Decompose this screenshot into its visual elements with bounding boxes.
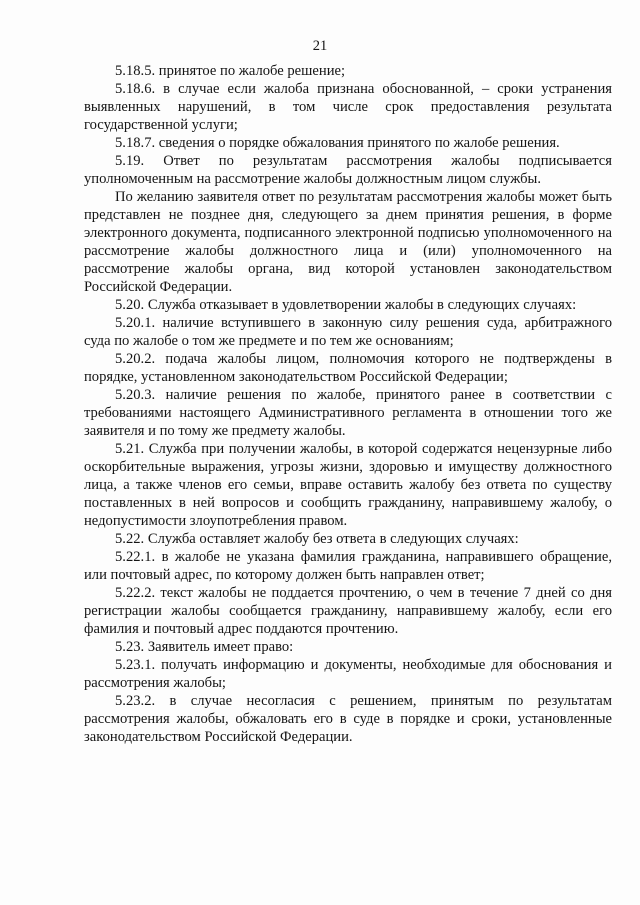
page-number: 21 bbox=[312, 38, 328, 54]
paragraph-5-20-2: 5.20.2. подача жалобы лицом, полномочия которого не подтверждены в порядке, установленном законодательством Российской Федерации; bbox=[84, 351, 612, 385]
paragraph-5-23: 5.23. Заявитель имеет право: bbox=[115, 639, 294, 655]
paragraph-5-22-1: 5.22.1. в жалобе не указана фамилия гражданина, направившего обращение, или почтовый адрес, по которому должен быть направлен ответ; bbox=[84, 549, 612, 583]
paragraph-5-18-7: 5.18.7. сведения о порядке обжалования принятого по жалобе решения. bbox=[115, 135, 560, 151]
document-body bbox=[84, 62, 612, 746]
paragraph-electronic-response: По желанию заявителя ответ по результатам рассмотрения жалобы может быть представлен не позднее дня, следующего за днем принятия решения, в форме электронного документа, подписанного электронной подписью уполномоченного на рассмотрение жалобы должностного лица и (или) уполномоченного на рассмотрение жалобы органа, вид которой установлен законодательством Российской Федерации. bbox=[84, 189, 612, 295]
paragraph-5-23-1: 5.23.1. получать информацию и документы, необходимые для обоснования и рассмотрения жалобы; bbox=[84, 657, 612, 691]
paragraph-5-20-3: 5.20.3. наличие решения по жалобе, принятого ранее в соответствии с требованиями настоящего Административного регламента в отношении того же заявителя и по тому же предмету жалобы. bbox=[84, 387, 612, 439]
paragraph-5-18-6: 5.18.6. в случае если жалоба признана обоснованной, – сроки устранения выявленных нарушений, в том числе срок предоставления результата государственной услуги; bbox=[84, 81, 612, 133]
paragraph-5-22: 5.22. Служба оставляет жалобу без ответа в следующих случаях: bbox=[115, 531, 519, 547]
paragraph-5-21: 5.21. Служба при получении жалобы, в которой содержатся нецензурные либо оскорбительные выражения, угрозы жизни, здоровью и имуществу должностного лица, а также членов его семьи, вправе оставить жалобу без ответа по существу поставленных в ней вопросов и сообщить гражданину, направившему жалобу, о недопустимости злоупотребления правом. bbox=[84, 441, 612, 529]
paragraph-5-23-2: 5.23.2. в случае несогласия с решением, принятым по результатам рассмотрения жалобы, обжаловать его в суде в порядке и сроки, установленные законодательством Российской Федерации. bbox=[84, 693, 612, 745]
paragraph-5-20: 5.20. Служба отказывает в удовлетворении жалобы в следующих случаях: bbox=[115, 297, 577, 313]
paragraph-5-19: 5.19. Ответ по результатам рассмотрения жалобы подписывается уполномоченным на рассмотрение жалобы должностным лицом службы. bbox=[84, 153, 612, 187]
paragraph-5-22-2: 5.22.2. текст жалобы не поддается прочтению, о чем в течение 7 дней со дня регистрации жалобы сообщается гражданину, направившему жалобу, если его фамилия и почтовый адрес поддаются прочтению. bbox=[84, 585, 612, 637]
paragraph-5-20-1: 5.20.1. наличие вступившего в законную силу решения суда, арбитражного суда по жалобе о том же предмете и по тем же основаниям; bbox=[84, 315, 612, 349]
paragraph-5-18-5: 5.18.5. принятое по жалобе решение; bbox=[115, 63, 346, 79]
